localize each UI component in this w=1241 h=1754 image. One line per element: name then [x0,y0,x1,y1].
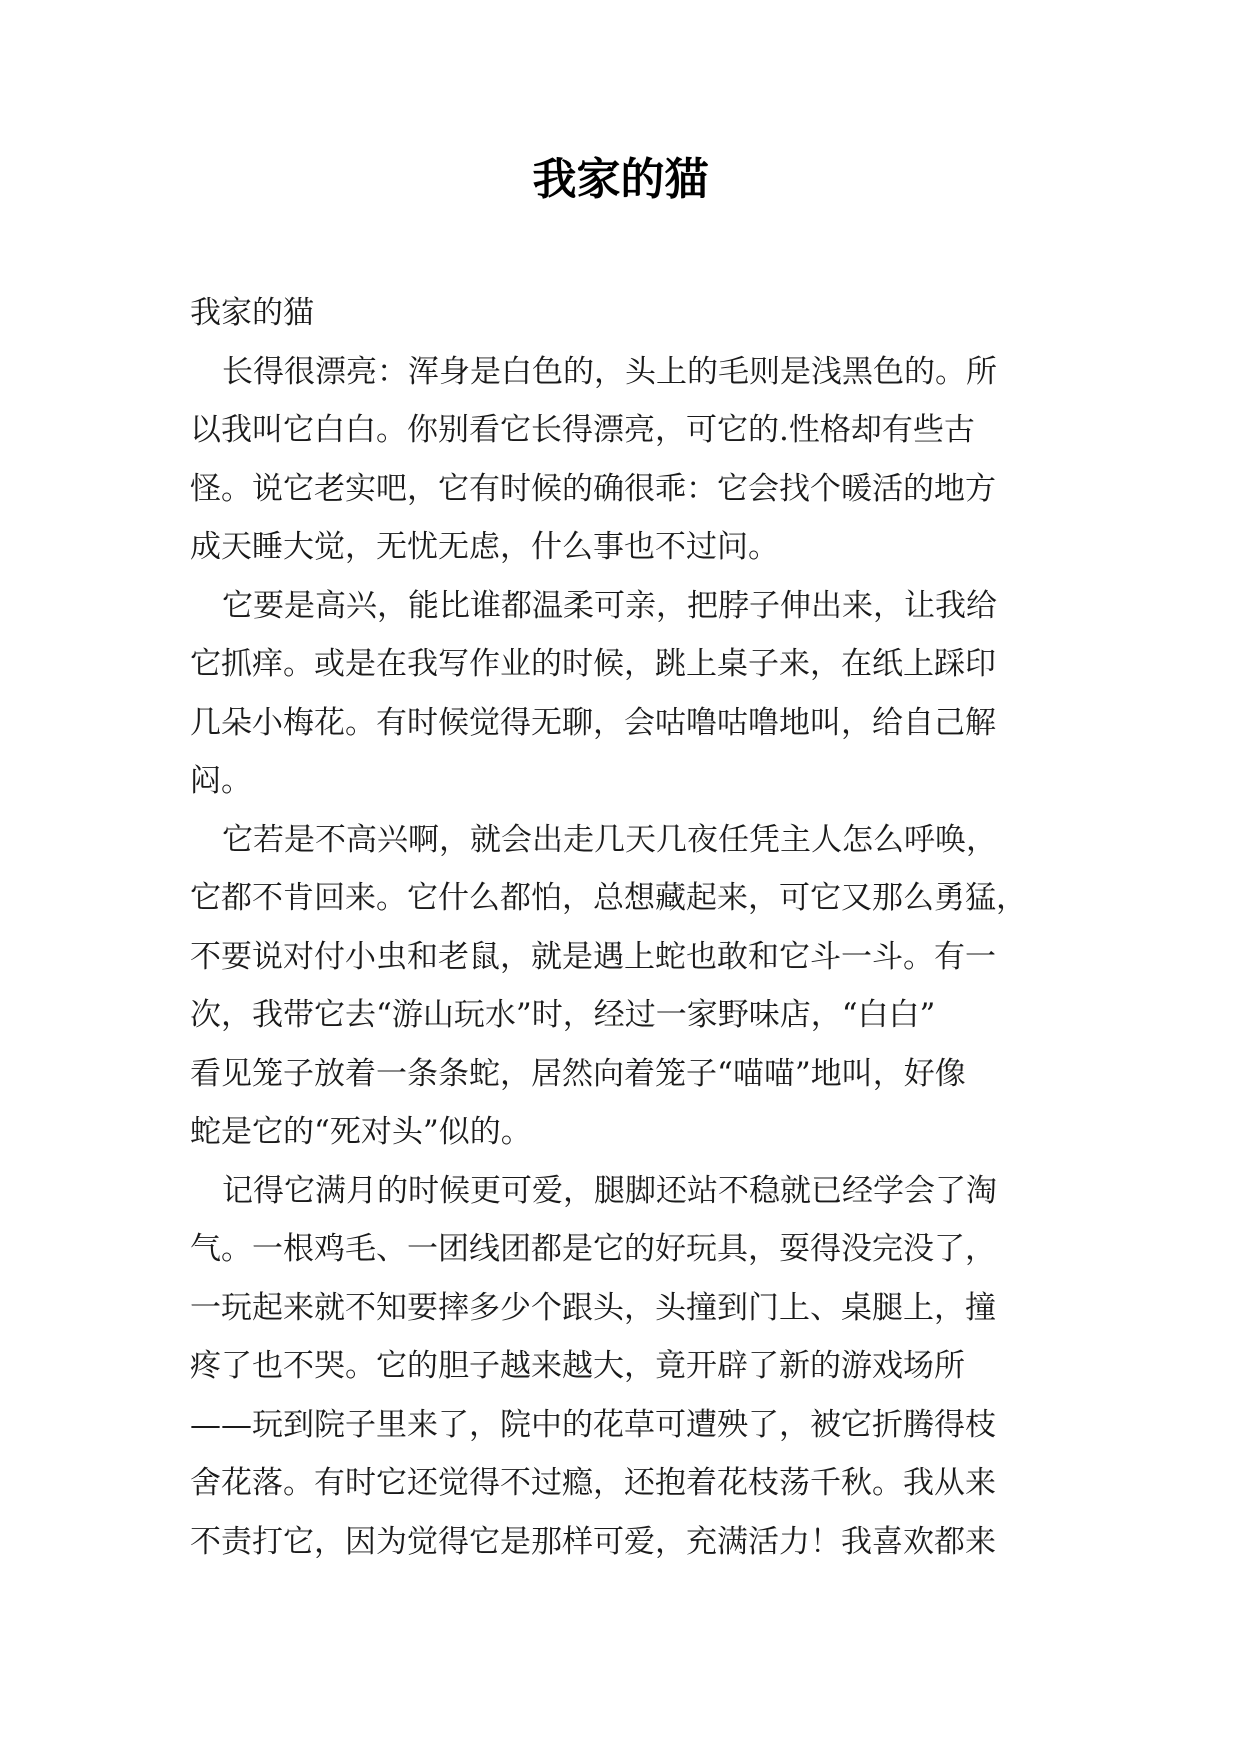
text-line: 一玩起来就不知要摔多少个跟头，头撞到门上、桌腿上，撞 [190,1289,996,1326]
text-line: 我家的猫 [190,295,314,331]
text-line: 疼了也不哭。它的胆子越来越大，竟开辟了新的游戏场所 [190,1348,965,1384]
text-line: 它若是不高兴啊，就会出走几天几夜任凭主人怎么呼唤， [222,821,997,858]
document-body [190,284,1058,1571]
text-line: 舍花落。有时它还觉得不过瘾，还抱着花枝荡千秋。我从来 [190,1465,996,1501]
text-line: 不要说对付小虫和老鼠，就是遇上蛇也敢和它斗一斗。有一 [190,938,996,975]
text-line: 怪。说它老实吧，它有时候的确很乖：它会找个暖活的地方 [190,470,996,507]
text-line: 看见笼子放着一条条蛇，居然向着笼子“喵喵”地叫，好像 [190,1055,966,1092]
text-line: 气。一根鸡毛、一团线团都是它的好玩具，耍得没完没了， [190,1231,996,1267]
text-line: ——玩到院子里来了，院中的花草可遭殃了，被它折腾得枝 [190,1406,996,1443]
text-line: 闷。 [190,763,252,799]
text-line: 它抓痒。或是在我写作业的时候，跳上桌子来，在纸上踩印 [190,646,996,682]
text-line: 以我叫它白白。你别看它长得漂亮，可它的.性格却有些古 [190,412,975,448]
text-line: 蛇是它的“死对头”似的。 [190,1114,532,1150]
text-line: 记得它满月的时候更可爱，腿脚还站不稳就已经学会了淘 [222,1172,997,1209]
document-title: 我家的猫 [532,154,709,205]
text-line: 成天睡大觉，无忧无虑，什么事也不过问。 [190,529,779,565]
text-line: 几朵小梅花。有时候觉得无聊，会咕噜咕噜地叫，给自己解 [190,704,996,741]
text-line: 它都不肯回来。它什么都怕，总想藏起来，可它又那么勇猛， [190,880,1027,916]
text-line: 长得很漂亮：浑身是白色的，头上的毛则是浅黑色的。所 [222,353,997,390]
text-line: 次，我带它去“游山玩水”时，经过一家野味店，“白白” [190,997,936,1033]
text-line: 不责打它，因为觉得它是那样可爱，充满活力！我喜欢都来 [190,1523,996,1560]
text-line: 它要是高兴，能比谁都温柔可亲，把脖子伸出来，让我给 [222,587,997,624]
